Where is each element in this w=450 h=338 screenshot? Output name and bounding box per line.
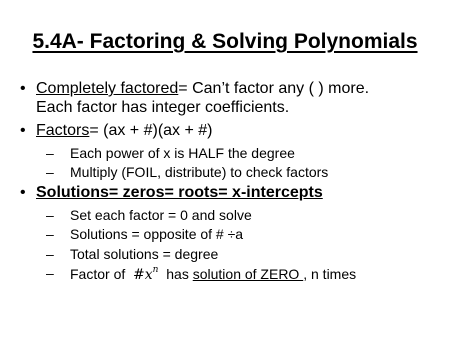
- heading-solutions: Solutions= zeros= roots= x-intercepts: [36, 184, 323, 201]
- dash-icon: –: [46, 265, 54, 281]
- dash-icon: –: [46, 246, 54, 262]
- solution-of-zero: solution of ZERO: [192, 266, 304, 282]
- sub-item: [46, 164, 329, 180]
- sub-item-text: Solutions = opposite of # ÷a: [70, 226, 244, 242]
- dash-icon: –: [46, 226, 54, 242]
- bullet-completely-factored: [20, 80, 370, 98]
- sub-item: [46, 265, 357, 283]
- sub-item: [46, 226, 244, 242]
- bullet-icon: •: [20, 184, 26, 201]
- bullet-solutions: [20, 184, 323, 202]
- term-completely-factored: Completely factored: [36, 80, 179, 97]
- math-term: #x: [133, 267, 153, 283]
- bullet-completely-factored-line2: Each factor has integer coefficients.: [36, 99, 290, 116]
- definition-factors: = (ax + #)(ax + #): [89, 122, 213, 139]
- page-title: 5.4A- Factoring & Solving Polynomials: [32, 30, 418, 53]
- dash-icon: –: [46, 164, 54, 180]
- bullet-icon: •: [20, 122, 26, 139]
- sub-item: [46, 246, 219, 262]
- sub-item-text: Set each factor = 0 and solve: [70, 207, 252, 223]
- sub-item-text: Multiply (FOIL, distribute) to check factors: [70, 164, 329, 180]
- sub-item-text: Factor of: [70, 266, 134, 282]
- sub-item-text: Each power of x is HALF the degree: [70, 145, 295, 161]
- math-exponent: n: [152, 265, 159, 275]
- sub-item: [46, 207, 252, 223]
- sub-item-text: has: [158, 266, 193, 282]
- dash-icon: –: [46, 207, 54, 223]
- definition-completely-factored: = Can’t factor any ( ) more.: [178, 80, 370, 97]
- term-factors: Factors: [36, 122, 90, 139]
- bullet-factors: [20, 122, 213, 140]
- sub-item-text: Total solutions = degree: [70, 246, 219, 262]
- dash-icon: –: [46, 145, 54, 161]
- bullet-icon: •: [20, 80, 26, 97]
- sub-item-text: , n times: [303, 266, 357, 282]
- sub-item: [46, 145, 295, 161]
